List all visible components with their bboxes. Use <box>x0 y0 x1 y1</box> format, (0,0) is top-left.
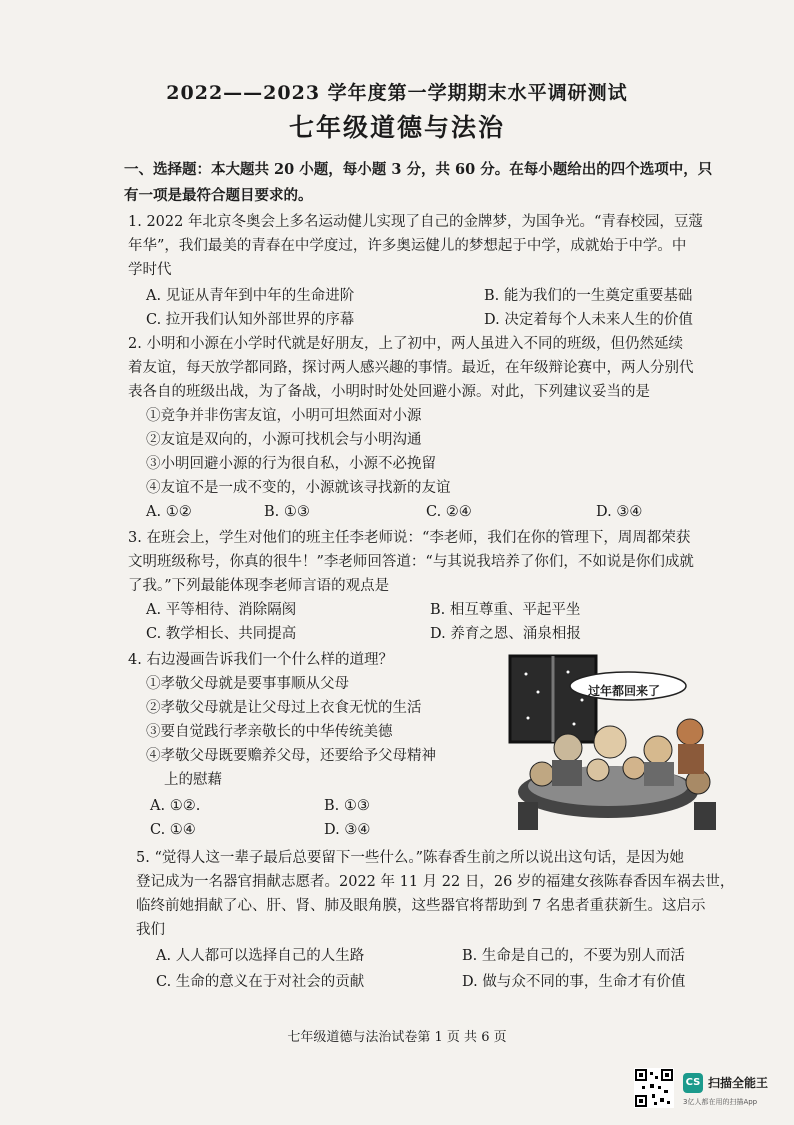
q1-option-c: C. 拉开我们认知外部世界的序幕 <box>146 312 355 328</box>
q4-option-d: D. ③④ <box>324 822 371 838</box>
question-2-stem: 着友谊，每天放学都同路，探讨两人感兴趣的事情。最近，在年级辩论赛中，两人分别代 <box>128 360 694 376</box>
section-heading-cont: 有一项是最符合题目要求的。 <box>124 187 313 204</box>
q3-option-b: B. 相互尊重、平起平坐 <box>430 602 581 618</box>
question-5-stem: 我们 <box>136 922 165 938</box>
question-3-stem: 3. 在班会上，学生对他们的班主任李老师说：“李老师，我们在你的管理下，周周都荣获 <box>128 530 691 546</box>
section-heading: 一、选择题：本大题共 20 小题，每小题 3 分，共 60 分。在每小题给出的四个选项中，只 <box>124 161 713 178</box>
question-1-stem: 1. 2022 年北京冬奥会上多名运动健儿实现了自己的金牌梦，为国争光。“青春校园，豆蔻 <box>128 214 703 230</box>
cartoon-caption: 过年都回来了 <box>588 684 661 698</box>
question-3-stem: 了我。”下列最能体现李老师言语的观点是 <box>128 578 390 594</box>
question-2-stem: 表各自的班级出战，为了备战，小明时时处处回避小源。对此，下列建议妥当的是 <box>128 384 650 400</box>
family-dinner-cartoon <box>498 652 746 834</box>
question-1-stem: 年华”，我们最美的青春在中学度过，许多奥运健儿的梦想起于中学，成就始于中学。中 <box>128 238 687 254</box>
q1-option-a: A. 见证从青年到中年的生命进阶 <box>146 288 355 304</box>
camscanner-logo: CS <box>683 1073 703 1093</box>
q1-option-b: B. 能为我们的一生奠定重要基础 <box>484 288 693 304</box>
camscanner-tagline: 3亿人都在用的扫描App <box>683 1098 758 1106</box>
q2-item-4: ④友谊不是一成不变的，小源就该寻找新的友谊 <box>146 480 451 496</box>
page-footer: 七年级道德与法治试卷第 1 页 共 6 页 <box>287 1030 507 1045</box>
q3-option-a: A. 平等相待、消除隔阂 <box>146 602 297 618</box>
camscanner-name: 扫描全能王 <box>708 1076 769 1090</box>
question-3-stem: 文明班级称号，你真的很牛！”李老师回答道：“与其说我培养了你们，不如说是你们成就 <box>128 554 694 570</box>
question-5-stem: 登记成为一名器官捐献志愿者。2022 年 11 月 22 日，26 岁的福建女孩陈春香因车祸去世， <box>136 874 735 890</box>
q4-item-2: ②孝敬父母就是让父母过上衣食无忧的生活 <box>146 700 422 716</box>
q5-option-a: A. 人人都可以选择自己的人生路 <box>156 948 365 964</box>
q4-item-1: ①孝敬父母就是要事事顺从父母 <box>146 676 349 692</box>
q2-option-c: C. ②④ <box>426 504 472 520</box>
q2-option-a: A. ①② <box>146 504 192 520</box>
q5-option-b: B. 生命是自己的，不要为别人而活 <box>462 948 685 964</box>
q2-option-b: B. ①③ <box>264 504 310 520</box>
q5-option-c: C. 生命的意义在于对社会的贡献 <box>156 974 365 990</box>
q3-option-c: C. 教学相长、共同提高 <box>146 626 297 642</box>
q4-option-b: B. ①③ <box>324 798 370 814</box>
subject-title: 七年级道德与法治 <box>288 113 505 142</box>
q4-item-4: ④孝敬父母既要赡养父母，还要给予父母精神 <box>146 748 436 764</box>
q1-option-d: D. 决定着每个人未来人生的价值 <box>484 312 693 328</box>
q3-option-d: D. 养育之恩、涌泉相报 <box>430 626 581 642</box>
question-4-stem: 4. 右边漫画告诉我们一个什么样的道理？ <box>128 652 393 668</box>
question-5-stem: 临终前她捐献了心、肝、肾、肺及眼角膜，这些器官将帮助到 7 名患者重获新生。这启示 <box>136 898 706 914</box>
question-5-stem: 5. “觉得人这一辈子最后总要留下一些什么。”陈春香生前之所以说出这句话，是因为她 <box>136 850 685 866</box>
q2-item-1: ①竞争并非伤害友谊，小明可坦然面对小源 <box>146 408 422 424</box>
q4-option-a: A. ①②. <box>150 798 201 814</box>
q5-option-d: D. 做与众不同的事，生命才有价值 <box>462 974 686 990</box>
exam-title: 2022——2023 学年度第一学期期末水平调研测试 <box>166 82 628 104</box>
q4-item-3: ③要自觉践行孝亲敬长的中华传统美德 <box>146 724 393 740</box>
question-1-stem: 学时代 <box>128 262 172 278</box>
qr-code-icon <box>634 1068 674 1108</box>
q4-item-4-cont: 上的慰藉 <box>164 772 222 788</box>
q4-option-c: C. ①④ <box>150 822 196 838</box>
q2-item-3: ③小明回避小源的行为很自私，小源不必挽留 <box>146 456 436 472</box>
question-2-stem: 2. 小明和小源在小学时代就是好朋友，上了初中，两人虽进入不同的班级，但仍然延续 <box>128 336 683 352</box>
q2-option-d: D. ③④ <box>596 504 643 520</box>
q2-item-2: ②友谊是双向的，小源可找机会与小明沟通 <box>146 432 422 448</box>
